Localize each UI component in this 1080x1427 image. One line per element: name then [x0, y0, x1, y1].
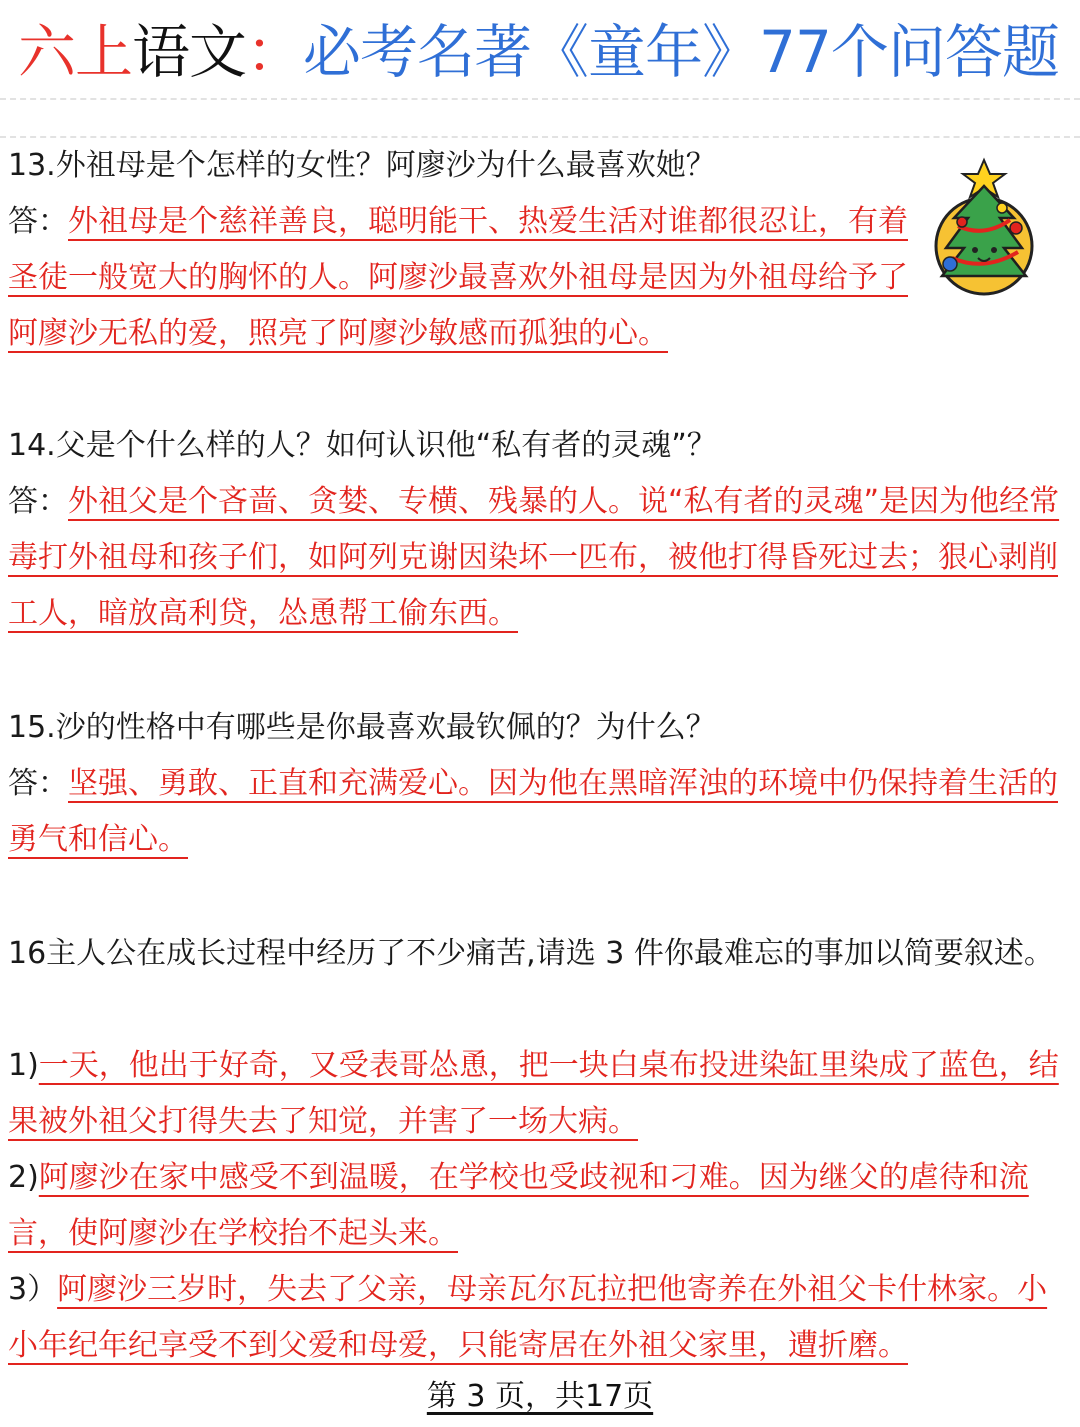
- title-part-1: 六上: [18, 18, 133, 86]
- title-part-2: 语文: [132, 18, 247, 86]
- title-colon: ：: [246, 18, 304, 86]
- question-15: 15.沙的性格中有哪些是你最喜欢最钦佩的？为什么？: [8, 710, 716, 745]
- answer-14-text: 外祖父是个吝啬、贪婪、专横、残暴的人。说“私有者的灵魂”是因为他经常毒打外祖母和孩子们，如阿列克谢因染坏一匹布，被他打得昏死过去；狠心剥削工人，暗放高利贷，怂恿帮工偷东西。: [8, 484, 1060, 631]
- answer-16-item-3: [8, 1262, 1072, 1374]
- answer-16-item-2: [8, 1150, 1072, 1262]
- answer-prefix: 答：: [8, 204, 68, 239]
- question-16: 16主人公在成长过程中经历了不少痛苦,请选 3 件你最难忘的事加以简要叙述。: [8, 936, 1054, 971]
- answer-prefix: 答：: [8, 484, 68, 519]
- page-footer: [0, 1372, 1080, 1422]
- title-part-3: 必考名著《童年》77个问答题: [303, 18, 1059, 86]
- question-14: 14.父是个什么样的人？如何认识他“私有者的灵魂”？: [8, 428, 717, 463]
- answer-13-text: 外祖母是个慈祥善良，聪明能干、热爱生活对谁都很忍让，有着圣徒一般宽大的胸怀的人。阿廖沙最喜欢外祖母是因为外祖母给予了阿廖沙无私的爱，照亮了阿廖沙敏感而孤独的心。: [8, 204, 908, 351]
- christmas-tree-icon: [928, 156, 1040, 296]
- item-label: 3）: [8, 1272, 58, 1307]
- page-number: 第 3 页，共17页: [426, 1379, 654, 1414]
- item-text: 阿廖沙在家中感受不到温暖，在学校也受歧视和刁难。因为继父的虐待和流言，使阿廖沙在学校抬不起头来。: [8, 1160, 1029, 1251]
- answer-14: [8, 474, 1072, 642]
- answer-15: [8, 756, 1072, 868]
- item-text: 一天，他出于好奇，又受表哥怂恿，把一块白桌布投进染缸里染成了蓝色，结果被外祖父打得失去了知觉，并害了一场大病。: [8, 1048, 1059, 1139]
- answer-15-text: 坚强、勇敢、正直和充满爱心。因为他在黑暗浑浊的环境中仍保持着生活的勇气和信心。: [8, 766, 1058, 857]
- answer-16-item-1: [8, 1038, 1072, 1150]
- item-label: 1): [8, 1048, 39, 1083]
- answer-13: [8, 194, 928, 362]
- item-text: 阿廖沙三岁时，失去了父亲，母亲瓦尔瓦拉把他寄养在外祖父卡什林家。小小年纪年纪享受不到父爱和母爱，只能寄居在外祖父家里，遭折磨。: [8, 1272, 1048, 1363]
- item-label: 2): [8, 1160, 39, 1195]
- question-13: 13.外祖母是个怎样的女性？阿廖沙为什么最喜欢她？: [8, 148, 716, 183]
- page-title: [0, 12, 1080, 92]
- answer-prefix: 答：: [8, 766, 68, 801]
- dotted-divider: [0, 98, 1080, 138]
